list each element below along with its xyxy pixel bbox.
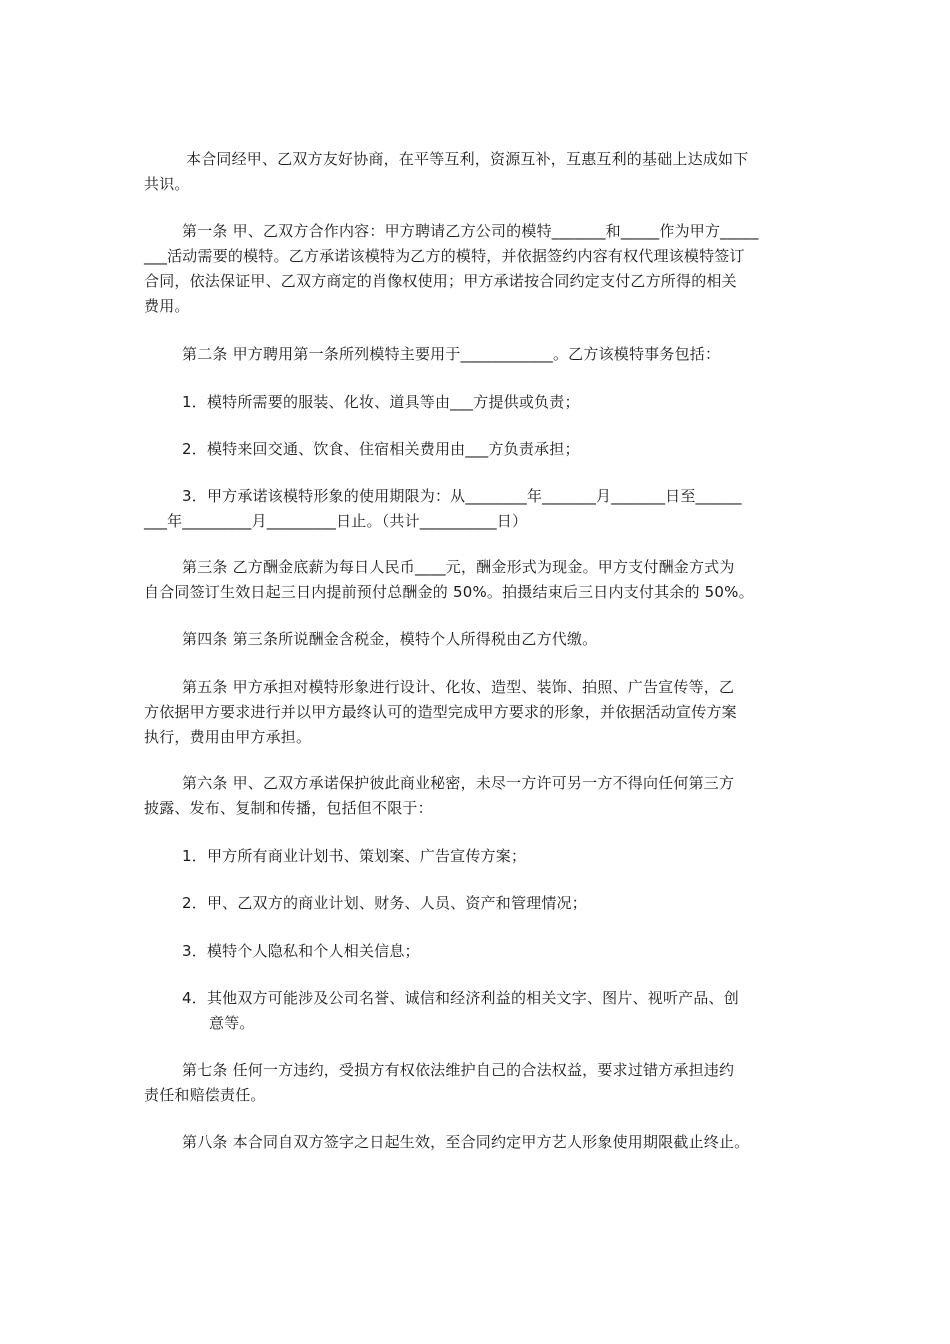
article-4 <box>144 627 806 652</box>
article-6-item-1 <box>182 844 806 869</box>
text-line: 1．模特所需要的服装、化妆、道具等由___方提供或负责； <box>182 393 580 411</box>
text-line: 2．甲、乙双方的商业计划、财务、人员、资产和管理情况； <box>182 894 587 912</box>
article-2-item-1 <box>182 390 806 415</box>
text-line: 第二条 甲方聘用第一条所列模特主要用于____________。乙方该模特事务包括： <box>182 345 721 363</box>
article-3 <box>144 555 806 605</box>
article-2-item-2 <box>182 437 806 462</box>
text-line: 第四条 第三条所说酬金含税金，模特个人所得税由乙方代缴。 <box>182 630 598 648</box>
article-2 <box>144 342 806 367</box>
article-6-item-4 <box>182 986 806 1036</box>
text-line: 本合同经甲、乙双方友好协商，在平等互利，资源互补，互惠互利的基础上达成如下 <box>186 150 749 168</box>
text-line: 披露、发布、复制和传播，包括但不限于： <box>144 799 433 817</box>
text-line: 第三条 乙方酬金底薪为每日人民币____元，酬金形式为现金。甲方支付酬金方式为 <box>182 558 735 576</box>
text-line: 3．甲方承诺该模特形象的使用期限为：从________年_______月_______日至______ <box>182 487 742 505</box>
text-line: 方依据甲方要求进行并以甲方最终认可的造型完成甲方要求的形象，并依据活动宣传方案 <box>144 703 737 721</box>
text-line: ___活动需要的模特。乙方承诺该模特为乙方的模特，并依据签约内容有权代理该模特签订 <box>144 247 745 265</box>
article-1 <box>144 219 806 319</box>
article-6-item-3 <box>182 939 806 964</box>
text-line: 意等。 <box>209 1014 255 1032</box>
text-line: 第八条 本合同自双方签字之日起生效，至合同约定甲方艺人形象使用期限截止终止。 <box>182 1133 750 1151</box>
text-line: 第六条 甲、乙双方承诺保护彼此商业秘密，未尽一方许可另一方不得向任何第三方 <box>182 774 735 792</box>
text-line: 费用。 <box>144 297 190 315</box>
article-6-item-2 <box>182 891 806 916</box>
text-line: ___年_________月_________日止。（共计__________日） <box>144 512 528 530</box>
text-line: 自合同签订生效日起三日内提前预付总酬金的 50%。拍摄结束后三日内支付其余的 50%。 <box>144 583 754 601</box>
text-line: 合同，依法保证甲、乙双方商定的肖像权使用；甲方承诺按合同约定支付乙方所得的相关 <box>144 272 737 290</box>
intro-paragraph <box>144 147 806 197</box>
text-line: 4．其他双方可能涉及公司名誉、诚信和经济利益的相关文字、图片、视听产品、创 <box>182 989 739 1007</box>
text-line: 2．模特来回交通、饮食、住宿相关费用由___方负责承担； <box>182 440 580 458</box>
text-line: 3．模特个人隐私和个人相关信息； <box>182 942 420 960</box>
text-line: 第五条 甲方承担对模特形象进行设计、化妆、造型、装饰、拍照、广告宣传等，乙 <box>182 678 735 696</box>
text-line: 1．甲方所有商业计划书、策划案、广告宣传方案； <box>182 847 527 865</box>
article-6 <box>144 771 806 821</box>
text-line: 共识。 <box>144 175 190 193</box>
article-8 <box>144 1130 806 1155</box>
text-line: 第七条 任何一方违约，受损方有权依法维护自己的合法权益，要求过错方承担违约 <box>182 1061 735 1079</box>
article-7 <box>144 1058 806 1108</box>
text-line: 责任和赔偿责任。 <box>144 1086 266 1104</box>
text-line: 执行，费用由甲方承担。 <box>144 728 312 746</box>
article-5 <box>144 675 806 750</box>
text-line: 第一条 甲、乙双方合作内容：甲方聘请乙方公司的模特_______和_____作为甲方_____ <box>182 222 759 240</box>
article-2-item-3 <box>144 484 806 534</box>
